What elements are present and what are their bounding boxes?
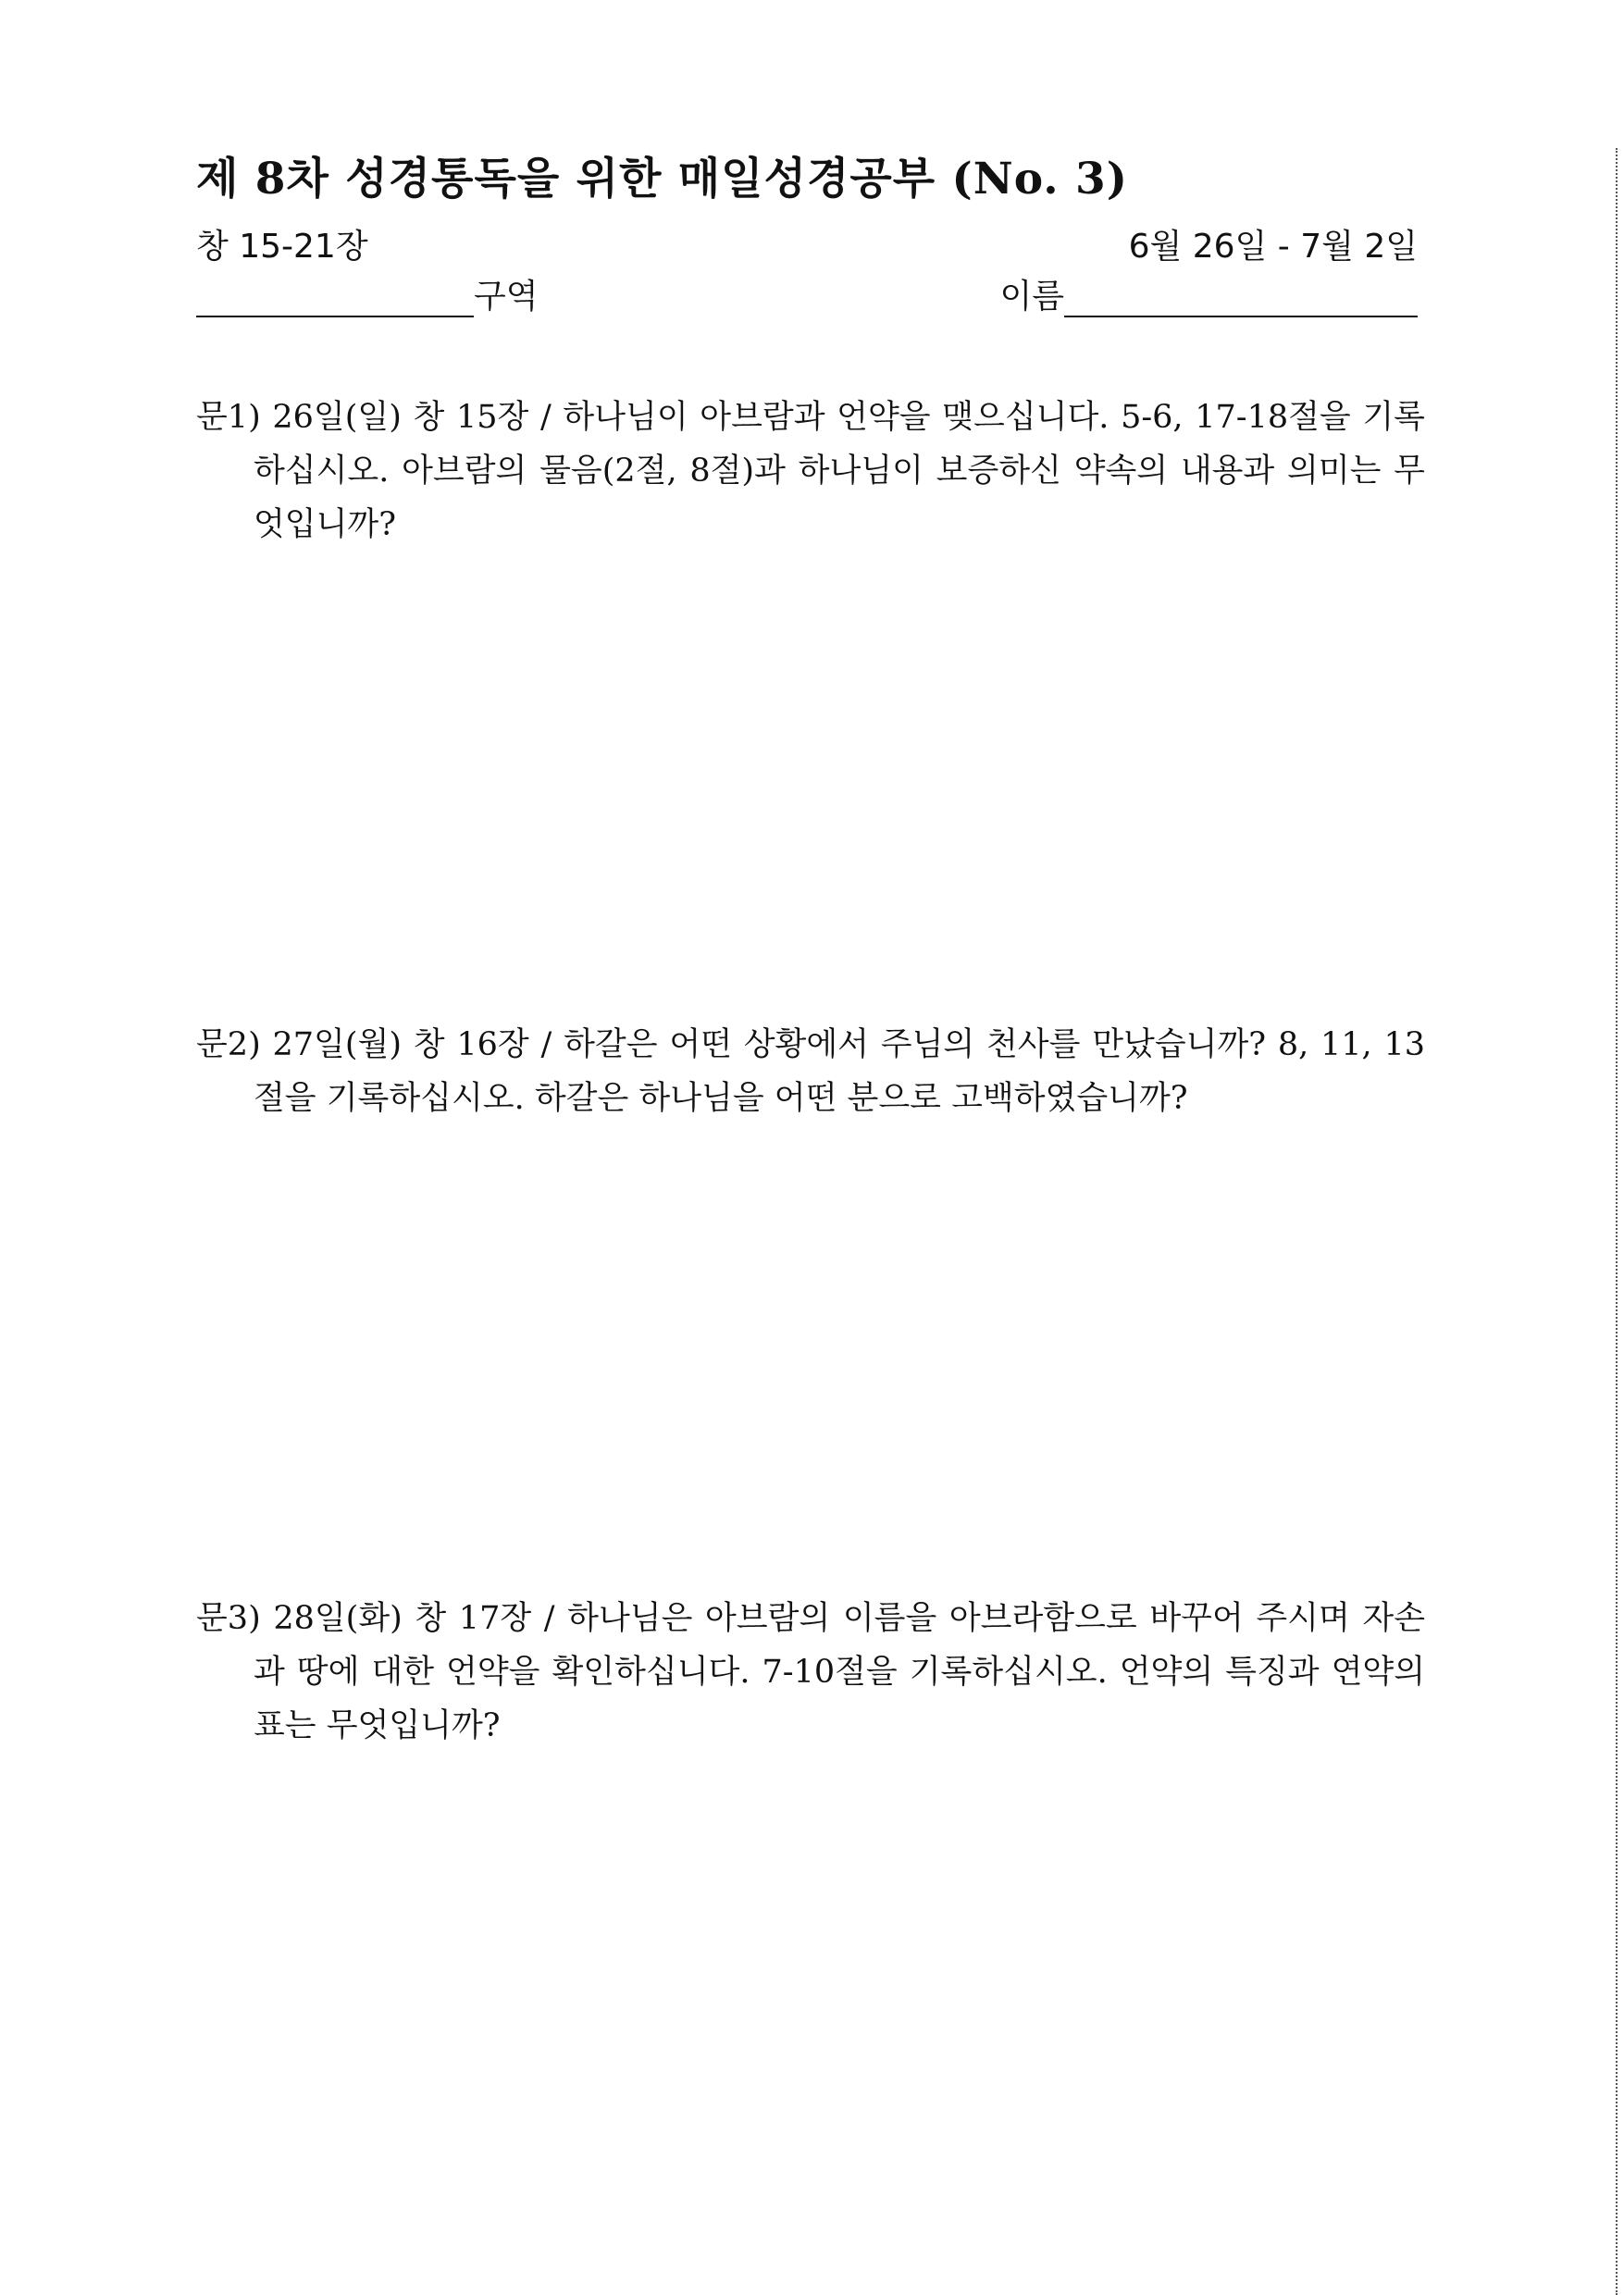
page-edge-dotted-line (1616, 148, 1618, 2295)
district-blank-line (196, 280, 474, 317)
name-blank-line (1064, 280, 1418, 317)
question-3: 문3) 28일(화) 창 17장 / 하나님은 아브람의 이름을 아브라함으로 바꾸어 주시며 자손과 땅에 대한 언약을 확인하십니다. 7-10절을 기록하십시오. 언약의 특징과 연약의 표는 무엇입니까? (196, 1600, 1425, 1744)
chapter-range: 창 15-21장 (196, 228, 368, 266)
district-label: 구역 (474, 278, 539, 316)
question-2: 문2) 27일(월) 창 16장 / 하갈은 어떤 상황에서 주님의 천사를 만났습니까? 8, 11, 13절을 기록하십시오. 하갈은 하나님을 어떤 분으로 고백하였습니까? (196, 1026, 1425, 1117)
name-field (999, 270, 1418, 317)
question-1: 문1) 26일(일) 창 15장 / 하나님이 아브람과 언약을 맺으십니다. 5-6, 17-18절을 기록하십시오. 아브람의 물음(2절, 8절)과 하나님이 보증하신 약속의 내용과 의미는 무엇입니까? (196, 399, 1425, 543)
district-field (196, 270, 539, 317)
worksheet-title: 제 8차 성경통독을 위한 매일성경공부 (No. 3) (196, 154, 1128, 205)
name-label: 이름 (999, 278, 1064, 316)
date-range: 6월 26일 - 7월 2일 (1128, 228, 1418, 266)
